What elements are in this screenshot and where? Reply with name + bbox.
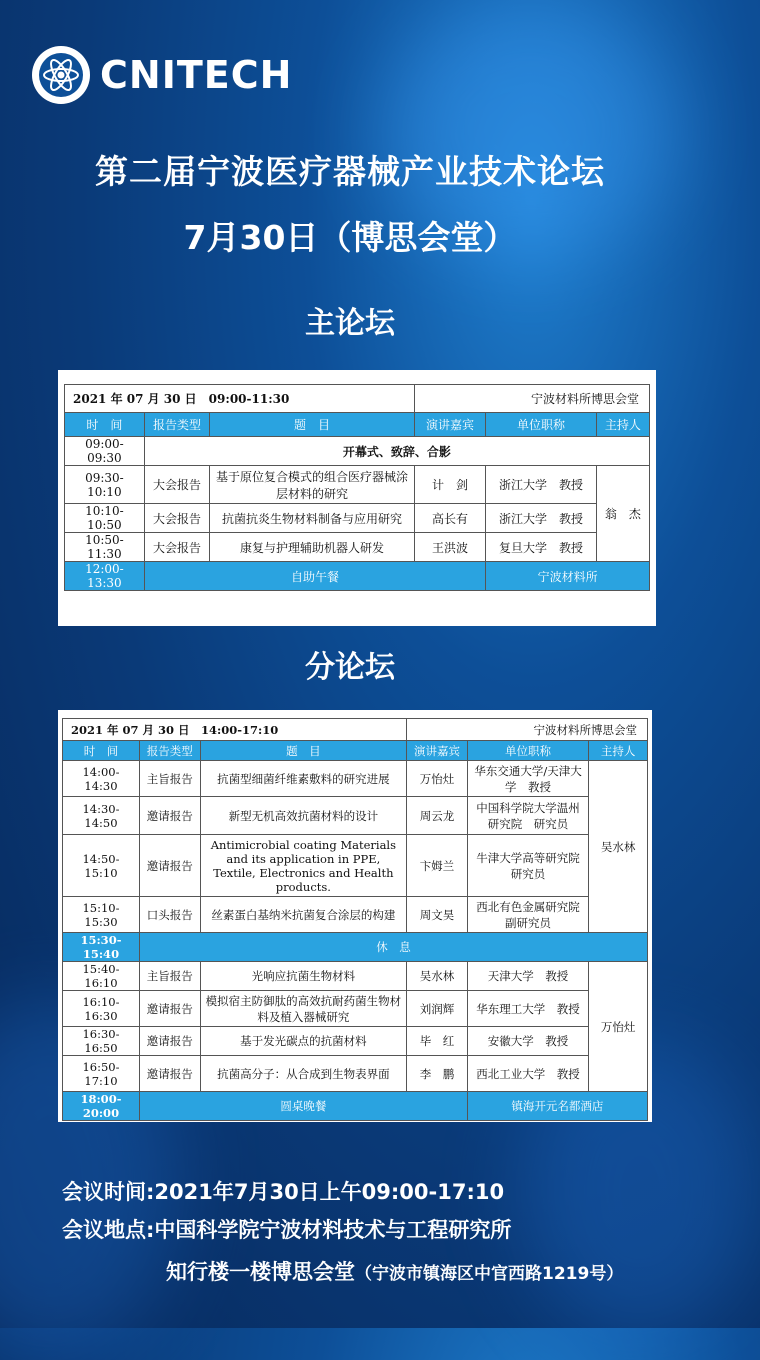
logo-text: CNITECH [100, 53, 293, 97]
table-row: 15:10-15:30 口头报告 丝素蛋白基纳米抗菌复合涂层的构建 周文昊 西北有色金属研究院 副研究员 [63, 897, 648, 933]
logo [30, 44, 292, 106]
dinner-row: 18:00-20:00 圆桌晚餐 镇海开元名都酒店 [63, 1092, 648, 1121]
meeting-place: 会议地点:中国科学院宁波材料技术与工程研究所 [62, 1218, 512, 1242]
break-row: 15:30-15:40 休 息 [63, 933, 648, 962]
main-date: 2021 年 07 月 30 日 09:00-11:30 [65, 385, 415, 413]
table-row: 14:00-14:30 主旨报告 抗菌型细菌纤维素敷料的研究进展 万怡灶 华东交通大学/天津大学 教授 吴水林 [63, 761, 648, 797]
table-row: 10:50-11:30 大会报告 康复与护理辅助机器人研发 王洪波 复旦大学 教授 [65, 533, 650, 562]
main-forum-table-card [58, 370, 656, 626]
sub-forum-table-card [58, 710, 652, 1122]
table-row: 16:50-17:10 邀请报告 抗菌高分子：从合成到生物表界面 李 鹏 西北工业大学 教授 [63, 1056, 648, 1092]
meeting-building: 知行楼一楼博思会堂（宁波市镇海区中官西路1219号） [166, 1260, 624, 1284]
col-host: 主持人 [596, 413, 649, 437]
sub-forum-heading: 分论坛 [305, 650, 395, 685]
col-speaker: 演讲嘉宾 [414, 413, 486, 437]
sub-venue: 宁波材料所博思会堂 [407, 719, 648, 741]
table-row: 09:30-10:10 大会报告 基于原位复合模式的组合医疗器械涂层材料的研究 计 剑 浙江大学 教授 翁 杰 [65, 466, 650, 504]
main-host: 翁 杰 [596, 466, 649, 562]
table-row: 14:30-14:50 邀请报告 新型无机高效抗菌材料的设计 周云龙 中国科学院大学温州研究院 研究员 [63, 797, 648, 835]
sub-host-1: 吴水林 [589, 761, 648, 933]
main-forum-heading: 主论坛 [305, 306, 395, 341]
sub-date: 2021 年 07 月 30 日 14:00-17:10 [63, 719, 407, 741]
col-org: 单位职称 [486, 413, 596, 437]
meeting-time: 会议时间:2021年7月30日上午09:00-17:10 [62, 1180, 505, 1204]
institute-emblem-icon [30, 44, 92, 106]
page-title: 第二届宁波医疗器械产业技术论坛 [95, 152, 605, 191]
sub-forum-table: 2021 年 07 月 30 日 14:00-17:10 宁波材料所博思会堂 时 间 报告类型 题 目 演讲嘉宾 单位职称 主持人 14:00-14:30 主旨报告 抗菌型细菌纤维素敷料的研究进展 万怡灶 华东交通大学/天津大学 教授 吴水林 14:30-14:50 邀请报告 新型无机高效抗菌材料的设计 周云龙 中国科学院大学温州研究院 研究员 14:50-15:10 邀请报告 Antimicrobial coating Materials and its application in PPE, Textile, Electronics and Health products. 卞姆兰 牛津大学高等研究院 研究员 15:10-15:30 口头报告 丝素蛋白基纳米抗菌复合涂层的构建 周文昊 西北有色金属研究院 副研究员 15:30-15:40 休 息 15:40-16:10 主旨报告 光响应抗菌生物材料 吴水林 天津大学 教授 万怡灶 16:10-16:30 邀请报告 模拟宿主防御肽的高效抗耐药菌生物材料及植入器械研究 刘润辉 华东理工大学 教授 16:30-16:50 邀请报告 基于发光碳点的抗菌材料 毕 红 安徽大学 教授 16:50-17:10 邀请报告 抗菌高分子：从合成到生物表界面 李 鹏 西北工业大学 教授 18:00-20:00 圆桌晚餐 镇海开元名都酒店 [62, 718, 648, 1121]
table-row: 16:10-16:30 邀请报告 模拟宿主防御肽的高效抗耐药菌生物材料及植入器械研究 刘润辉 华东理工大学 教授 [63, 991, 648, 1027]
table-row: 16:30-16:50 邀请报告 基于发光碳点的抗菌材料 毕 红 安徽大学 教授 [63, 1027, 648, 1056]
table-row: 10:10-10:50 大会报告 抗菌抗炎生物材料制备与应用研究 高长有 浙江大学 教授 [65, 504, 650, 533]
col-topic: 题 目 [210, 413, 415, 437]
lunch-row: 12:00-13:30 自助午餐 宁波材料所 [65, 562, 650, 591]
table-row: 09:00-09:30 开幕式、致辞、合影 [65, 437, 650, 466]
table-row: 15:40-16:10 主旨报告 光响应抗菌生物材料 吴水林 天津大学 教授 万怡灶 [63, 962, 648, 991]
table-row: 14:50-15:10 邀请报告 Antimicrobial coating Materials and its application in PPE, Textile, Electronics and Health products. 卞姆兰 牛津大学高等研究院 研究员 [63, 835, 648, 897]
sub-host-2: 万怡灶 [589, 962, 648, 1092]
col-type: 报告类型 [144, 413, 209, 437]
col-time: 时 间 [65, 413, 145, 437]
main-forum-table [64, 384, 650, 591]
main-venue: 宁波材料所博思会堂 [414, 385, 649, 413]
page-subtitle: 7月30日（博思会堂） [183, 218, 517, 257]
